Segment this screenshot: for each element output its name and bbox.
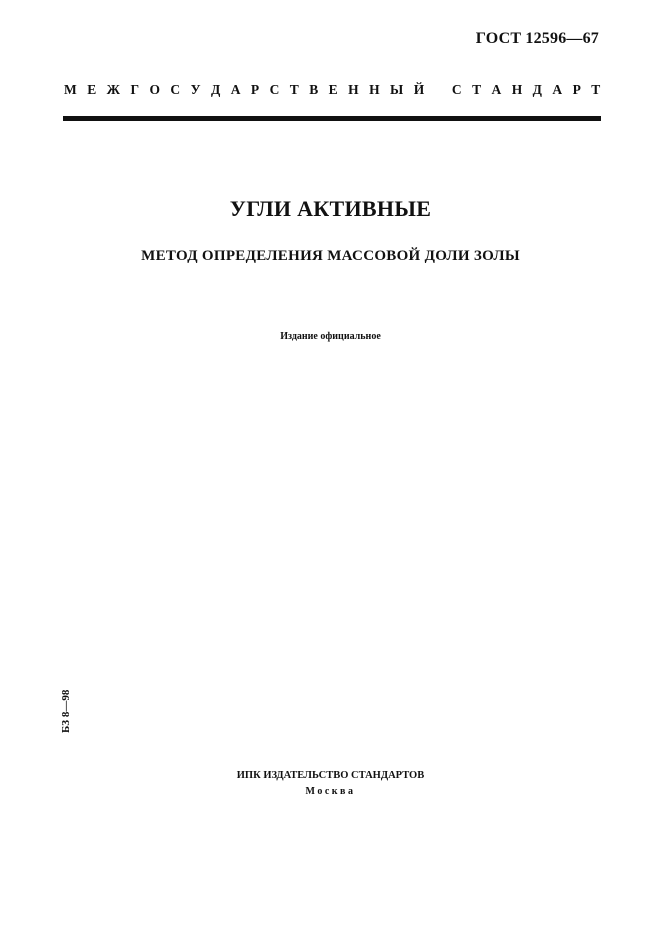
standard-type-letter: Д — [210, 82, 221, 97]
standard-type-letter: Т — [591, 82, 601, 97]
standard-type — [64, 82, 600, 98]
standard-type-letter: Д — [532, 82, 542, 97]
standard-type-letter: Т — [289, 82, 299, 97]
standard-type-letter: А — [491, 82, 502, 97]
standard-type-letter: Ж — [106, 82, 120, 97]
standard-type-gap — [435, 82, 442, 98]
standard-type-letter: Й — [413, 82, 425, 97]
standard-type-letter: С — [170, 82, 181, 97]
standard-type-letter: Т — [472, 82, 482, 97]
standard-type-letter: Н — [511, 82, 523, 97]
edition-note: Издание официальное — [280, 331, 381, 342]
page-title: УГЛИ АКТИВНЫЕ — [229, 196, 432, 221]
standard-type-letter: Е — [87, 82, 97, 97]
standard-type-letter: У — [190, 82, 201, 97]
city: Москва — [305, 786, 356, 797]
standard-type-letter: С — [269, 82, 280, 97]
standard-type-letter: А — [552, 82, 563, 97]
standard-type-letter: Р — [250, 82, 260, 97]
standard-type-letter: С — [451, 82, 462, 97]
side-code: БЗ 8—98 — [60, 689, 72, 733]
doc-number: ГОСТ 12596—67 — [475, 30, 599, 47]
standard-type-letter: Р — [572, 82, 581, 97]
header-rule — [63, 116, 601, 121]
standard-type-letter: Е — [328, 82, 338, 97]
standard-type-letter: А — [230, 82, 241, 97]
standard-type-letter: О — [149, 82, 160, 97]
standard-type-letter: Ы — [390, 82, 404, 97]
standard-type-letter: М — [64, 82, 77, 97]
standard-type-letter: В — [309, 82, 319, 97]
publisher: ИПК ИЗДАТЕЛЬСТВО СТАНДАРТОВ — [236, 770, 425, 781]
standard-type-letter: Н — [348, 82, 359, 97]
standard-type-letter: Г — [130, 82, 140, 97]
page-subtitle: МЕТОД ОПРЕДЕЛЕНИЯ МАССОВОЙ ДОЛИ ЗОЛЫ — [141, 248, 520, 264]
standard-type-letter: Н — [369, 82, 380, 97]
